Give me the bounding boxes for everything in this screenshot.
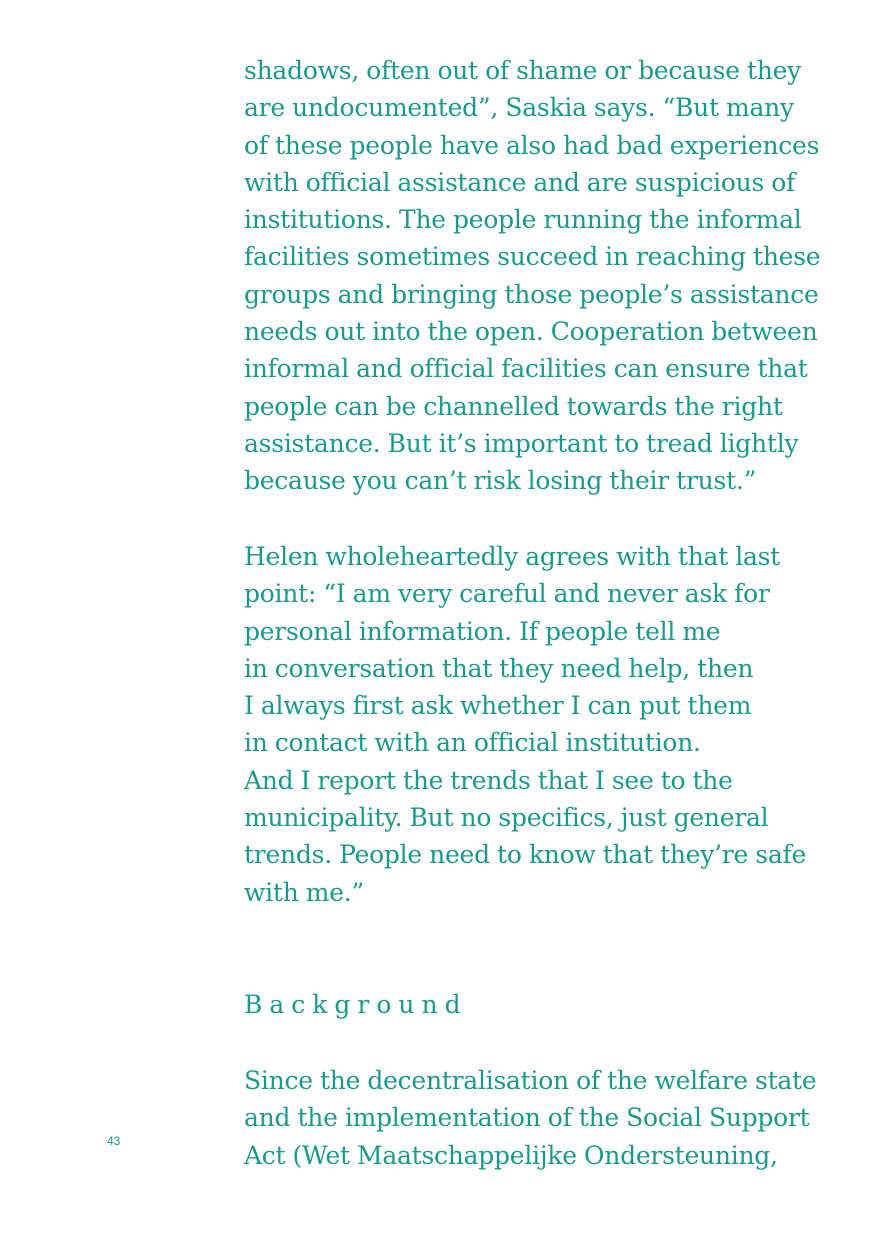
text-line: are undocumented”, Saskia says. “But many <box>244 93 794 123</box>
text-line: assistance. But it’s important to tread lightly <box>244 428 799 458</box>
paragraph-background <box>244 1062 834 1174</box>
text-line: Since the decentralisation of the welfare state <box>244 1066 817 1095</box>
text-line: because you can’t risk losing their trust.” <box>244 466 757 496</box>
text-line: I always first ask whether I can put them <box>244 691 752 721</box>
text-line: Act (Wet Maatschappelijke Ondersteuning, <box>244 1140 778 1170</box>
text-line: trends. People need to know that they’re safe <box>244 840 807 870</box>
text-line: with me.” <box>244 877 364 907</box>
paragraph-helen-quote <box>244 538 834 911</box>
text-line: And I report the trends that I see to the <box>244 765 733 795</box>
text-line: people can be channelled towards the right <box>244 391 783 421</box>
text-line: and the implementation of the Social Support <box>244 1103 810 1133</box>
section-heading: Background <box>244 990 468 1019</box>
page-number: 43 <box>107 1134 121 1148</box>
paragraph-saskia-quote <box>244 52 834 500</box>
text-line: Helen wholeheartedly agrees with that last <box>244 542 780 571</box>
text-line: shadows, often out of shame or because they <box>244 56 802 85</box>
text-line: institutions. The people running the informal <box>244 205 802 235</box>
text-line: personal information. If people tell me <box>244 616 721 646</box>
text-line: with official assistance and are suspicious of <box>244 167 796 197</box>
text-line: of these people have also had bad experiences <box>244 130 820 160</box>
text-line: municipality. But no specifics, just general <box>244 803 769 833</box>
text-line: facilities sometimes succeed in reaching these <box>244 242 821 272</box>
text-line: in contact with an official institution. <box>244 728 701 758</box>
text-line: point: “I am very careful and never ask for <box>244 579 770 609</box>
text-line: in conversation that they need help, then <box>244 653 754 683</box>
text-line: informal and official facilities can ensure that <box>244 354 808 384</box>
text-line: groups and bringing those people’s assistance <box>244 279 819 309</box>
text-line: needs out into the open. Cooperation between <box>244 317 818 347</box>
